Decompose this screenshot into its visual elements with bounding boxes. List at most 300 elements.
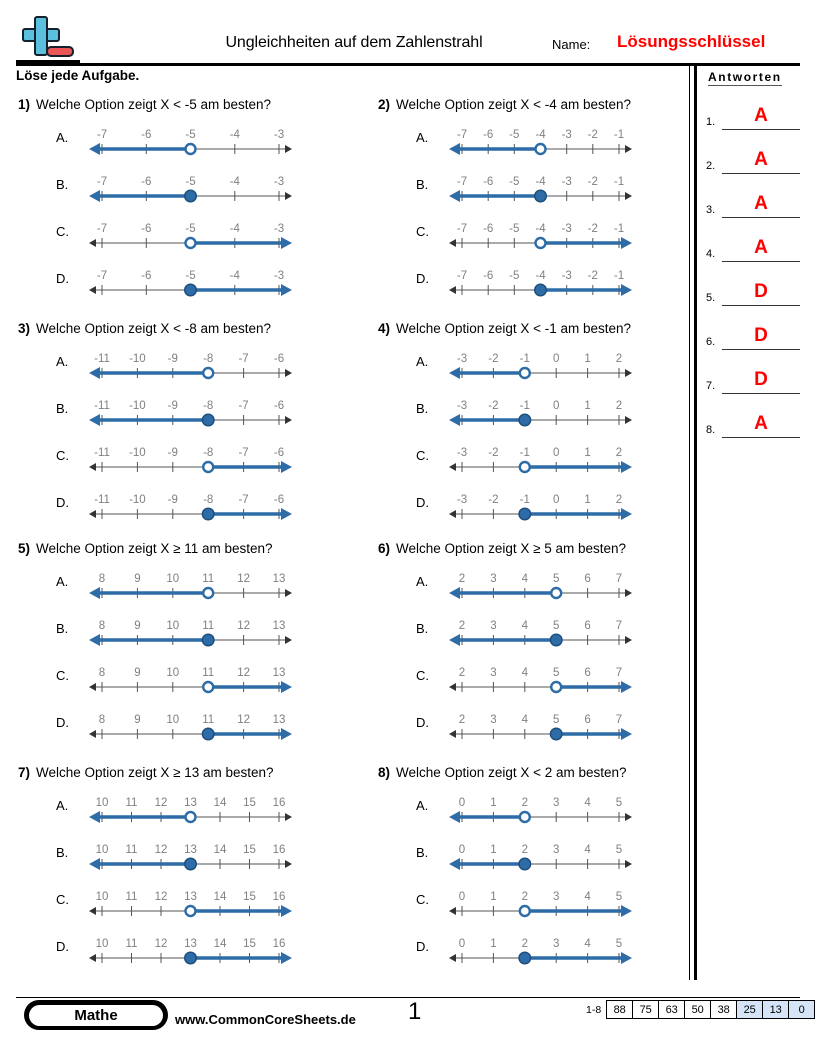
number-line-diagram (88, 389, 293, 433)
svg-text:-2: -2 (587, 176, 598, 188)
svg-text:-3: -3 (456, 400, 468, 412)
score-range-label: 1-8 (586, 1003, 602, 1016)
answer-number: 8. (706, 424, 716, 436)
svg-text:-8: -8 (203, 400, 214, 412)
svg-text:12: 12 (237, 573, 250, 585)
question-text: Welche Option zeigt X < -5 am besten? (36, 97, 272, 112)
option-letter: A. (416, 798, 429, 813)
question-block (18, 540, 368, 750)
svg-text:14: 14 (213, 844, 227, 856)
svg-text:16: 16 (272, 938, 286, 950)
svg-text:13: 13 (272, 573, 286, 585)
svg-text:-3: -3 (273, 176, 285, 188)
svg-text:7: 7 (615, 573, 623, 585)
answer-option[interactable] (378, 656, 683, 703)
svg-text:-6: -6 (141, 176, 152, 188)
number-line-diagram (448, 656, 633, 700)
svg-text:-6: -6 (141, 223, 152, 235)
option-letter: A. (56, 130, 69, 145)
svg-text:-7: -7 (238, 494, 249, 506)
svg-text:-2: -2 (488, 353, 499, 365)
svg-text:16: 16 (272, 891, 286, 903)
score-cell: 38 (711, 1001, 737, 1018)
option-letter: B. (416, 401, 429, 416)
option-list (378, 562, 683, 750)
answer-option[interactable] (378, 165, 683, 212)
svg-text:4: 4 (521, 667, 529, 679)
answer-number: 6. (706, 336, 716, 348)
svg-text:-4: -4 (535, 223, 546, 235)
number-line-diagram (88, 342, 293, 386)
svg-text:-1: -1 (613, 270, 625, 282)
svg-text:9: 9 (134, 667, 141, 679)
answer-value: D (754, 325, 768, 346)
svg-text:-2: -2 (587, 270, 598, 282)
answer-option[interactable] (18, 165, 368, 212)
number-line-diagram (448, 389, 633, 433)
svg-text:-7: -7 (456, 270, 468, 282)
svg-text:-6: -6 (483, 270, 494, 282)
svg-text:10: 10 (95, 891, 109, 903)
svg-text:-7: -7 (456, 129, 468, 141)
svg-text:9: 9 (134, 573, 141, 585)
option-letter: D. (416, 495, 429, 510)
svg-text:-5: -5 (509, 223, 520, 235)
svg-text:5: 5 (552, 620, 560, 632)
svg-text:-1: -1 (519, 353, 530, 365)
svg-text:8: 8 (98, 714, 106, 726)
option-letter: C. (416, 448, 429, 463)
svg-text:-4: -4 (229, 270, 240, 282)
option-letter: A. (56, 354, 69, 369)
svg-text:16: 16 (272, 844, 286, 856)
answer-option[interactable] (18, 703, 368, 750)
svg-text:16: 16 (272, 797, 286, 809)
svg-text:3: 3 (490, 714, 497, 726)
svg-text:-10: -10 (129, 400, 146, 412)
svg-text:15: 15 (243, 891, 256, 903)
svg-text:-2: -2 (488, 494, 499, 506)
svg-text:2: 2 (458, 714, 466, 726)
option-list (18, 118, 368, 306)
number-line-diagram (448, 880, 633, 924)
score-key (586, 1000, 815, 1019)
svg-text:13: 13 (184, 891, 197, 903)
number-line-diagram (88, 436, 293, 480)
svg-text:9: 9 (134, 714, 141, 726)
option-letter: B. (56, 845, 69, 860)
svg-text:-5: -5 (509, 176, 520, 188)
svg-text:-1: -1 (613, 129, 625, 141)
svg-text:12: 12 (154, 797, 168, 809)
svg-text:-4: -4 (229, 223, 240, 235)
number-line-diagram (448, 703, 633, 747)
option-list (18, 786, 368, 974)
svg-text:14: 14 (213, 938, 227, 950)
svg-text:0: 0 (458, 938, 466, 950)
question-number: 8) (378, 765, 391, 780)
svg-text:-1: -1 (613, 176, 625, 188)
question-text: Welche Option zeigt X ≥ 13 am besten? (36, 765, 274, 780)
answer-option[interactable] (18, 342, 368, 389)
svg-text:7: 7 (615, 620, 623, 632)
svg-text:0: 0 (552, 447, 560, 459)
option-letter: C. (56, 892, 69, 907)
svg-text:-1: -1 (519, 494, 530, 506)
svg-text:-5: -5 (509, 270, 520, 282)
answer-option[interactable] (18, 927, 368, 974)
question-row (0, 320, 690, 530)
option-letter: C. (56, 224, 69, 239)
number-line-diagram (448, 342, 633, 386)
svg-text:4: 4 (521, 714, 529, 726)
svg-text:2: 2 (458, 667, 466, 679)
svg-text:1: 1 (584, 353, 591, 365)
answer-number: 4. (706, 248, 716, 260)
question-number: 1) (18, 97, 31, 112)
option-letter: C. (56, 448, 69, 463)
number-line-diagram (88, 833, 293, 877)
option-letter: D. (416, 939, 429, 954)
svg-text:-3: -3 (561, 176, 572, 188)
svg-text:11: 11 (125, 844, 138, 856)
svg-text:15: 15 (243, 797, 256, 809)
option-letter: A. (56, 798, 69, 813)
answer-option[interactable] (378, 259, 683, 306)
svg-text:-11: -11 (94, 494, 110, 506)
answer-number: 2. (706, 160, 716, 172)
svg-text:6: 6 (584, 620, 591, 632)
svg-text:7: 7 (615, 667, 623, 679)
option-letter: B. (416, 621, 429, 636)
option-list (18, 342, 368, 530)
number-line-diagram (448, 786, 633, 830)
number-line-diagram (448, 609, 633, 653)
svg-text:-5: -5 (185, 176, 196, 188)
question-row (0, 96, 690, 306)
svg-text:3: 3 (552, 797, 560, 809)
svg-text:3: 3 (490, 620, 497, 632)
svg-text:-11: -11 (94, 400, 110, 412)
answer-option[interactable] (18, 833, 368, 880)
question-text: Welche Option zeigt X ≥ 5 am besten? (396, 541, 627, 556)
svg-text:-1: -1 (519, 400, 530, 412)
svg-text:-3: -3 (273, 129, 285, 141)
svg-text:12: 12 (154, 938, 168, 950)
score-cell: 88 (607, 1001, 633, 1018)
question-header (18, 96, 368, 118)
svg-text:-6: -6 (273, 400, 285, 412)
svg-text:-8: -8 (203, 447, 214, 459)
svg-text:13: 13 (272, 714, 286, 726)
answer-rows (702, 86, 808, 438)
page-number: 1 (408, 998, 422, 1025)
svg-text:-7: -7 (238, 447, 249, 459)
number-line-diagram (448, 118, 633, 162)
svg-text:3: 3 (552, 938, 560, 950)
svg-text:-4: -4 (535, 129, 546, 141)
option-list (18, 562, 368, 750)
svg-text:-6: -6 (483, 129, 494, 141)
question-row (0, 764, 690, 974)
svg-text:4: 4 (584, 891, 591, 903)
question-block (378, 320, 683, 530)
score-cell: 0 (789, 1001, 814, 1018)
answer-option[interactable] (18, 259, 368, 306)
svg-text:-6: -6 (273, 353, 285, 365)
number-line-diagram (448, 483, 633, 527)
svg-text:-3: -3 (456, 353, 468, 365)
svg-text:-10: -10 (129, 353, 146, 365)
answer-option[interactable] (378, 342, 683, 389)
number-line-diagram (88, 927, 293, 971)
svg-text:5: 5 (615, 938, 623, 950)
answer-option[interactable] (378, 118, 683, 165)
svg-text:-9: -9 (167, 400, 178, 412)
svg-text:0: 0 (458, 844, 466, 856)
answer-number: 1. (706, 116, 716, 128)
answer-option[interactable] (18, 656, 368, 703)
svg-text:-7: -7 (96, 223, 108, 235)
page-title: Ungleichheiten auf dem Zahlenstrahl (225, 34, 483, 51)
question-text: Welche Option zeigt X ≥ 11 am besten? (36, 541, 273, 556)
svg-text:8: 8 (98, 667, 106, 679)
question-header (18, 320, 368, 342)
score-cell: 75 (633, 1001, 659, 1018)
answer-option[interactable] (18, 389, 368, 436)
answer-option[interactable] (18, 786, 368, 833)
answer-option[interactable] (378, 212, 683, 259)
svg-text:12: 12 (237, 620, 250, 632)
svg-text:12: 12 (154, 844, 168, 856)
svg-text:2: 2 (458, 573, 466, 585)
svg-text:8: 8 (98, 573, 106, 585)
question-number: 4) (378, 321, 391, 336)
svg-text:-5: -5 (509, 129, 520, 141)
question-number: 2) (378, 97, 391, 112)
svg-text:5: 5 (615, 797, 623, 809)
svg-text:13: 13 (184, 797, 197, 809)
svg-text:-7: -7 (96, 270, 108, 282)
svg-text:2: 2 (615, 353, 623, 365)
answer-option[interactable] (378, 436, 683, 483)
svg-text:12: 12 (237, 714, 250, 726)
number-line-diagram (448, 927, 633, 971)
svg-text:-11: -11 (94, 353, 110, 365)
score-cell: 63 (659, 1001, 685, 1018)
svg-text:-3: -3 (561, 223, 572, 235)
option-letter: D. (56, 271, 69, 286)
option-letter: B. (56, 177, 69, 192)
answer-value: D (754, 281, 768, 302)
svg-text:0: 0 (552, 494, 560, 506)
svg-text:3: 3 (552, 891, 560, 903)
answer-row (706, 350, 800, 394)
svg-text:-8: -8 (203, 353, 214, 365)
number-line-diagram (88, 786, 293, 830)
subject-badge-label: Mathe (29, 1005, 163, 1026)
answer-value: A (754, 413, 768, 434)
answer-row (706, 218, 800, 262)
option-letter: B. (416, 177, 429, 192)
svg-text:-10: -10 (129, 447, 146, 459)
svg-text:-1: -1 (613, 223, 625, 235)
answer-option[interactable] (378, 880, 683, 927)
svg-text:-7: -7 (96, 176, 108, 188)
answer-option[interactable] (18, 436, 368, 483)
option-letter: D. (56, 715, 69, 730)
svg-text:10: 10 (166, 667, 180, 679)
answer-option[interactable] (378, 609, 683, 656)
option-letter: B. (416, 845, 429, 860)
instruction-text: Löse jede Aufgabe. (16, 68, 140, 83)
answer-value: A (754, 237, 768, 258)
number-line-diagram (88, 212, 293, 256)
question-text: Welche Option zeigt X < 2 am besten? (396, 765, 627, 780)
svg-text:-7: -7 (238, 400, 249, 412)
svg-text:11: 11 (125, 797, 138, 809)
svg-text:0: 0 (552, 400, 560, 412)
answer-value: A (754, 105, 768, 126)
question-header (378, 96, 683, 118)
svg-text:10: 10 (166, 573, 180, 585)
number-line-diagram (88, 562, 293, 606)
svg-text:5: 5 (552, 667, 560, 679)
option-letter: B. (56, 621, 69, 636)
answer-row (706, 86, 800, 130)
question-text: Welche Option zeigt X < -1 am besten? (396, 321, 632, 336)
svg-text:15: 15 (243, 938, 256, 950)
svg-text:-5: -5 (185, 129, 196, 141)
score-cell: 25 (737, 1001, 763, 1018)
svg-text:1: 1 (490, 797, 497, 809)
answer-option[interactable] (18, 212, 368, 259)
svg-text:13: 13 (272, 620, 286, 632)
svg-text:14: 14 (213, 891, 227, 903)
svg-text:-5: -5 (185, 270, 196, 282)
svg-text:-6: -6 (273, 447, 285, 459)
number-line-diagram (448, 165, 633, 209)
svg-text:3: 3 (490, 573, 497, 585)
svg-text:2: 2 (521, 938, 529, 950)
svg-text:-9: -9 (167, 494, 178, 506)
svg-text:12: 12 (154, 891, 168, 903)
question-block (18, 320, 368, 530)
svg-text:-3: -3 (456, 494, 468, 506)
answer-option[interactable] (18, 880, 368, 927)
plus-minus-logo-icon (16, 14, 80, 64)
answer-option[interactable] (378, 833, 683, 880)
svg-text:10: 10 (95, 938, 109, 950)
option-letter: C. (56, 668, 69, 683)
svg-text:11: 11 (125, 938, 138, 950)
answer-row (706, 306, 800, 350)
svg-text:-2: -2 (488, 447, 499, 459)
svg-text:2: 2 (521, 891, 529, 903)
answer-option[interactable] (18, 483, 368, 530)
answer-option[interactable] (378, 927, 683, 974)
question-header (378, 320, 683, 342)
answer-number: 5. (706, 292, 716, 304)
svg-text:-7: -7 (96, 129, 108, 141)
option-letter: C. (416, 224, 429, 239)
number-line-diagram (448, 212, 633, 256)
svg-text:13: 13 (184, 844, 197, 856)
svg-text:0: 0 (458, 891, 466, 903)
svg-text:5: 5 (615, 844, 623, 856)
question-block (18, 764, 368, 974)
svg-text:1: 1 (490, 891, 497, 903)
question-header (378, 540, 683, 562)
answer-key-label: Lösungsschlüssel (617, 32, 766, 51)
svg-text:-3: -3 (561, 129, 572, 141)
number-line-diagram (448, 436, 633, 480)
question-row (0, 540, 690, 750)
number-line-diagram (88, 609, 293, 653)
question-text: Welche Option zeigt X < -8 am besten? (36, 321, 272, 336)
answer-option[interactable] (18, 118, 368, 165)
svg-text:1: 1 (490, 938, 497, 950)
svg-text:4: 4 (584, 797, 591, 809)
svg-text:10: 10 (95, 844, 109, 856)
svg-text:1: 1 (584, 447, 591, 459)
page-header (0, 0, 816, 66)
answer-option[interactable] (18, 609, 368, 656)
svg-text:4: 4 (584, 844, 591, 856)
answer-option[interactable] (378, 562, 683, 609)
svg-text:12: 12 (237, 667, 250, 679)
answer-option[interactable] (378, 389, 683, 436)
svg-text:4: 4 (521, 573, 529, 585)
option-letter: C. (416, 668, 429, 683)
number-line-diagram (88, 165, 293, 209)
svg-text:-3: -3 (561, 270, 572, 282)
score-cell: 13 (763, 1001, 789, 1018)
answer-option[interactable] (378, 786, 683, 833)
svg-text:-7: -7 (456, 223, 468, 235)
answer-row (706, 130, 800, 174)
score-cell: 50 (685, 1001, 711, 1018)
number-line-diagram (88, 656, 293, 700)
answer-option[interactable] (378, 703, 683, 750)
svg-text:5: 5 (552, 573, 560, 585)
option-letter: D. (56, 939, 69, 954)
answer-row (706, 262, 800, 306)
answers-sidebar (702, 68, 808, 438)
answer-option[interactable] (378, 483, 683, 530)
option-letter: D. (416, 271, 429, 286)
number-line-diagram (88, 483, 293, 527)
svg-text:4: 4 (521, 620, 529, 632)
svg-text:2: 2 (615, 494, 623, 506)
svg-text:-5: -5 (185, 223, 196, 235)
option-letter: D. (416, 715, 429, 730)
svg-text:1: 1 (490, 844, 497, 856)
option-letter: A. (416, 354, 429, 369)
svg-text:6: 6 (584, 573, 591, 585)
svg-text:5: 5 (552, 714, 560, 726)
svg-text:2: 2 (458, 620, 466, 632)
answer-option[interactable] (18, 562, 368, 609)
number-line-diagram (448, 562, 633, 606)
answers-heading: Antworten (708, 70, 782, 84)
svg-text:-3: -3 (273, 270, 285, 282)
svg-text:-4: -4 (535, 176, 546, 188)
question-block (18, 96, 368, 306)
number-line-diagram (448, 833, 633, 877)
option-list (378, 786, 683, 974)
svg-text:10: 10 (166, 714, 180, 726)
